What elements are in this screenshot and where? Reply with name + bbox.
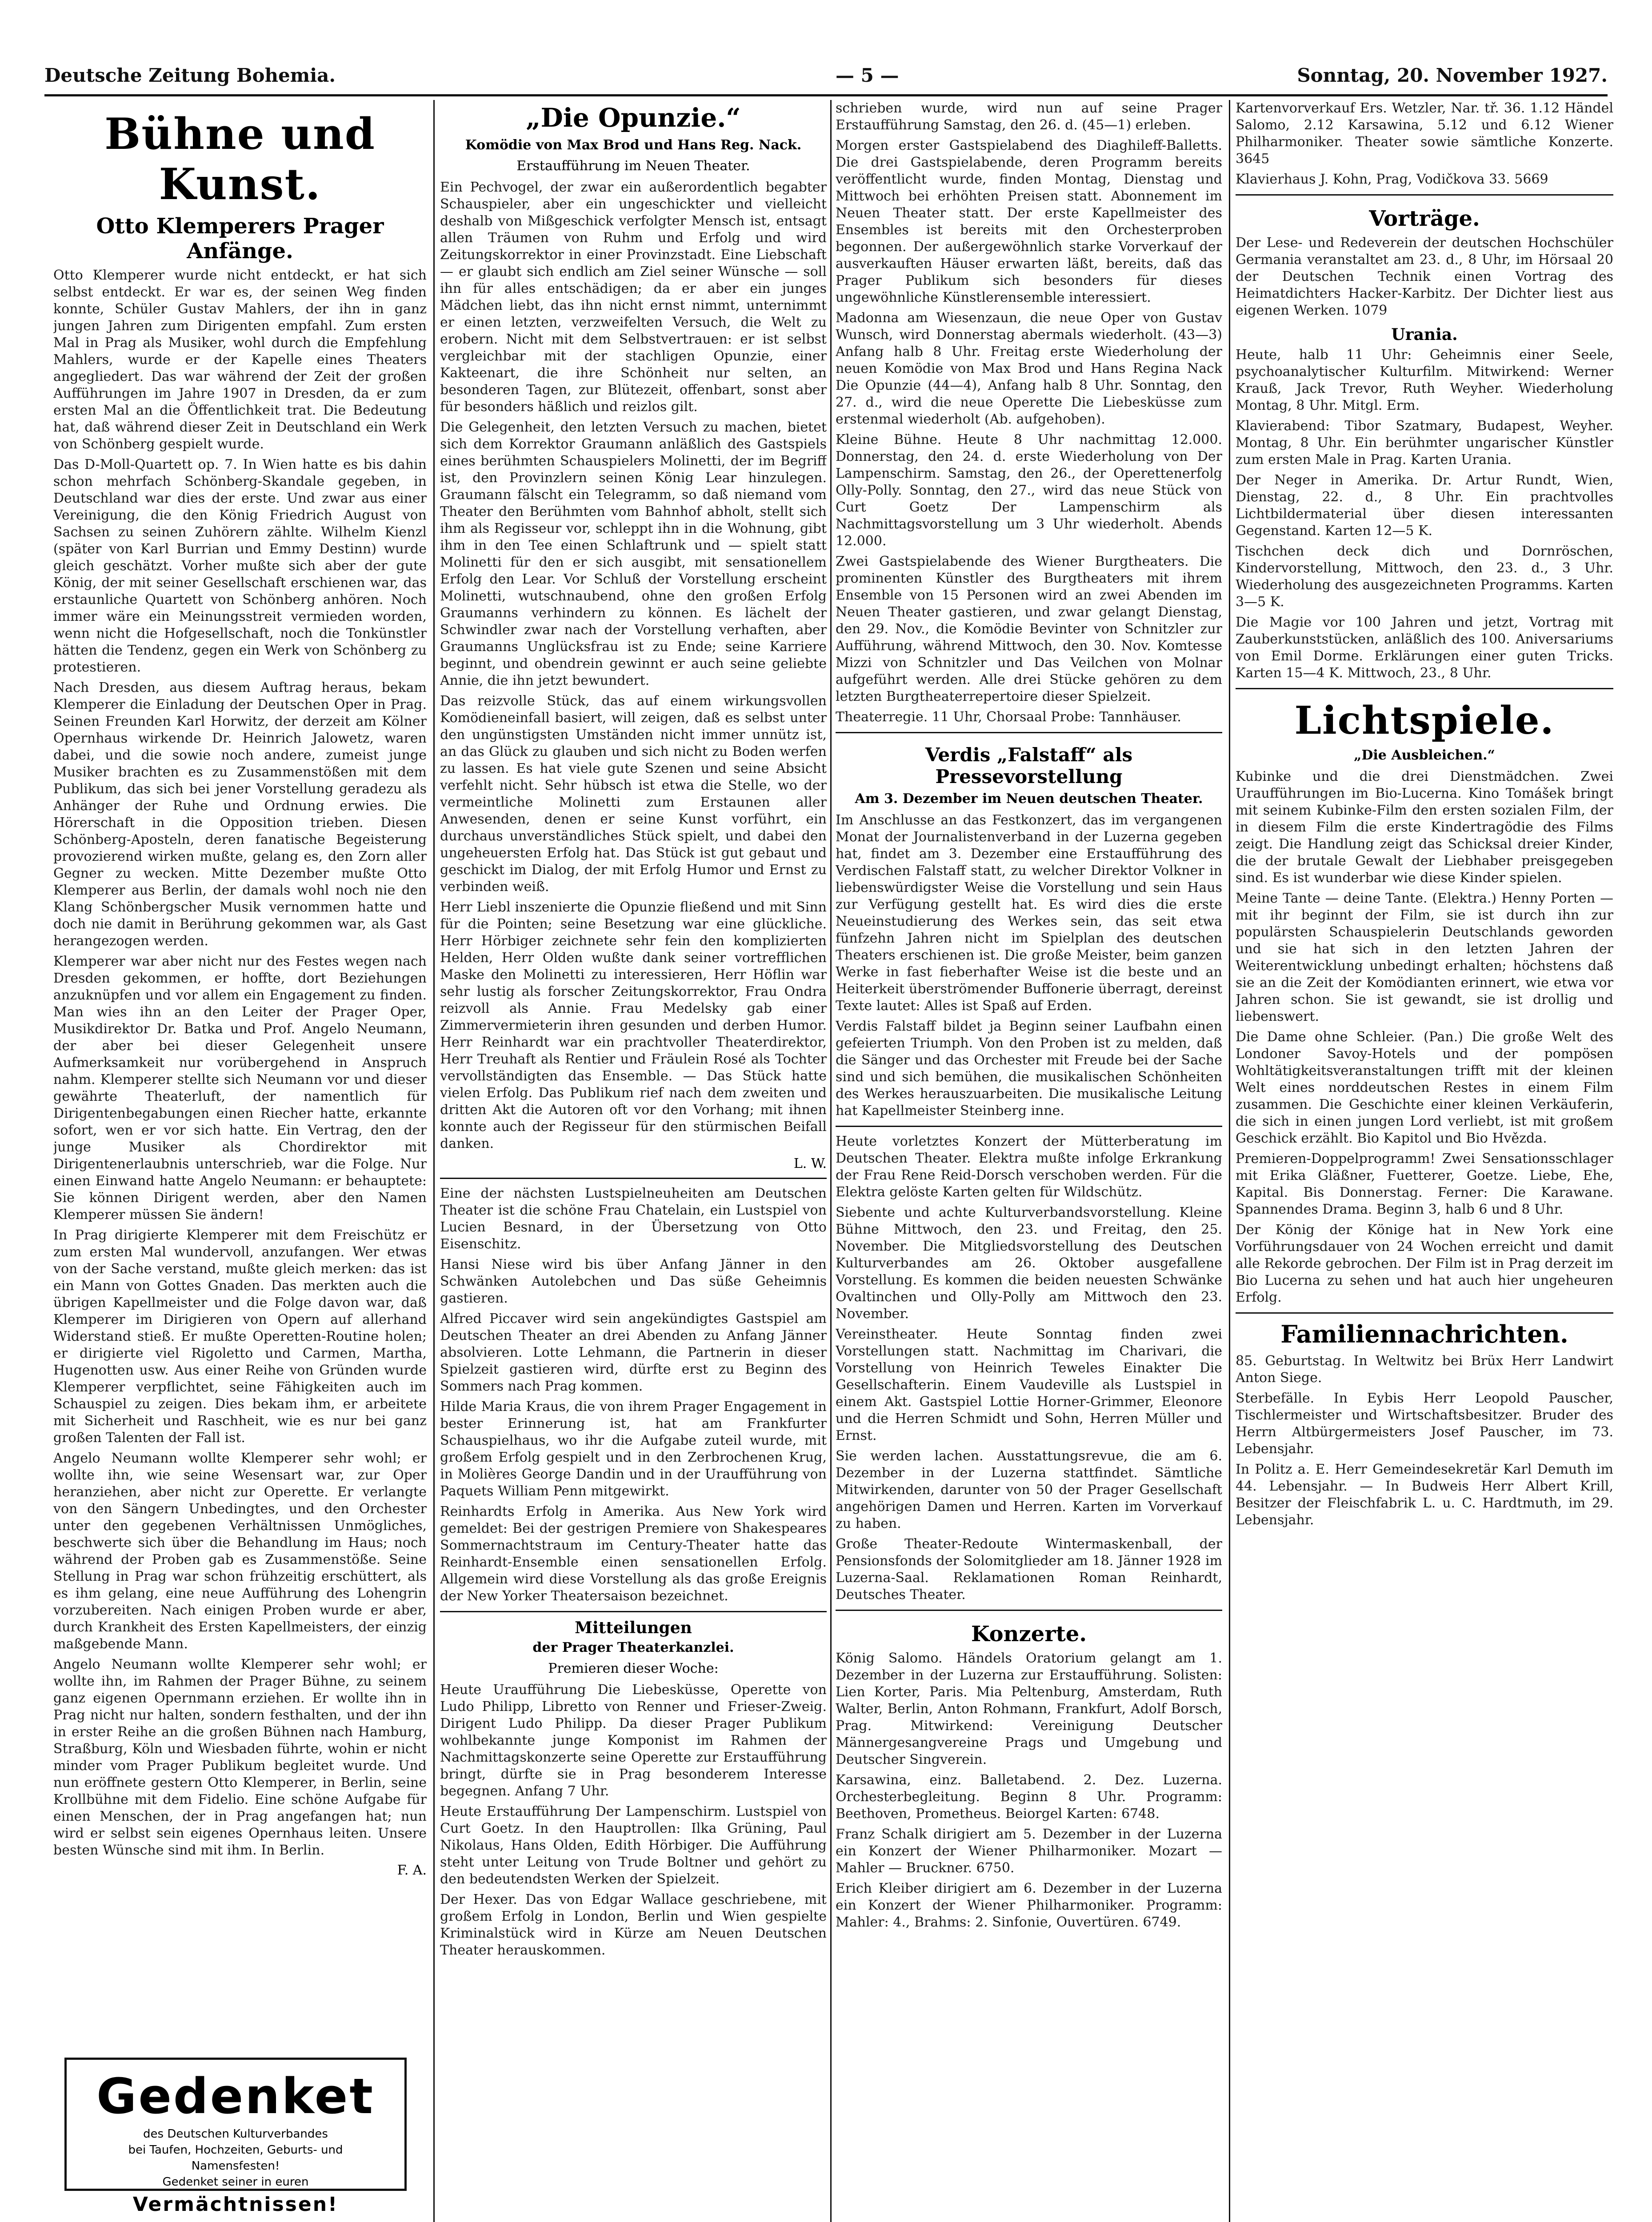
section-subtitle: der Prager Theaterkanzlei.	[532, 1640, 734, 1655]
notice-paragraph: Morgen erster Gastspielabend des Diaghileff-Balletts. Die drei Gastspielabende, deren Programm bereits veröffentlicht wurde, finden Montag, Dienstag und Mittwoch bei erhöhten Preisen statt. Abonnement im Neuen Theater statt. Der erste Kapellmeister des Ensembles ist bereits mit den Orchesterproben begonnen. Der außergewöhnlich starke Vorverkauf der ausverkauften Häuser erwarten läßt, bereits, daß das Prager Publikum sich besonders für dieses ungewöhnliche Künstlerensemble interessiert.	[836, 138, 1222, 305]
notice-paragraph: Heute Erstaufführung Der Lampenschirm. Lustspiel von Curt Goetz. In den Hauptrollen: Ilka Grüning, Paul Nikolaus, Hans Olden, Edith Hörbiger. Die Aufführung steht unter Leitung von Trude Boltner und gehört zu den bedeutendsten Werken der Spielzeit.	[440, 1804, 827, 1887]
concert-item: König Salomo. Händels Oratorium gelangt am 1. Dezember in der Luzerna zur Erstaufführung. Solisten: Lien Korter, Paris. Mia Peltenburg, Amsterdam, Ruth Walter, Berlin, Anton Rohmann, Frankfurt, Adolf Borsch, Prag. Mitwirkend: Vereinigung Deutscher Männergesangvereine Prags und Umgebung und Deutscher Singverein.	[836, 1651, 1222, 1767]
section-title-vortraege: Vorträge.	[1369, 206, 1480, 231]
divider	[1236, 688, 1613, 689]
urania-item: Die Magie vor 100 Jahren und jetzt, Vortrag mit Zauberkunststücken, anläßlich des 100. Aniversariums von Emil Dorme. Erklärungen einer guten Tricks. Karten 15—4 K. Mittwoch, 23., 8 Uhr.	[1236, 615, 1613, 681]
urania-item: Klavierabend: Tibor Szatmary, Budapest, Weyher. Montag, 8 Uhr. Ein berühmter ungarischer Künstler zum ersten Male in Prag. Karten Urania.	[1236, 418, 1613, 468]
article-paragraph: Klemperer war aber nicht nur des Festes wegen nach Dresden gekommen, er hoffte, dort Beziehungen anzuknüpfen und vor allem ein Engagement zu finden. Man wies ihn an den Leiter der Prager Oper, Musikdirektor Dr. Batka und Prof. Angelo Neumann, der aber bei dieser Gelegenheit unsere Aufmerksamkeit nur vorübergehend in Anspruch nahm. Klemperer stellte sich Neumann vor und dieser gewährte Theaterluft, der namentlich für Dirigentenbegabungen einen Riecher hatte, erkannte sofort, wen er vor sich hatte. Ein Vertrag, den der junge Musiker als Chordirektor mit Dirigentenerlaubnis unterschrieb, war die Folge. Nur einen Einwand hatte Angelo Neumann: er behauptete: Sie können Dirigent werden, aber den Namen Klemperer müssen Sie ändern!	[53, 954, 427, 1223]
lecture-item: Der Lese- und Redeverein der deutschen Hochschüler Germania veranstaltet am 23. d., 8 Uhr, im Hörsaal 20 der Deutschen Technik einen Vortrag des Heimatdichters Hacker-Karbitz. Der Dichter liest aus eigenen Werken. 1079	[1236, 235, 1613, 318]
film-item: Die Dame ohne Schleier. (Pan.) Die große Welt des Londoner Savoy-Hotels und der pompösen Wohltätigkeitsveranstaltungen trifft mit der kleinen Welt eines norddeutschen Restes in einem Film zusammen. Die Geschichte einer kleinen Verkäuferin, die sich in einen jungen Lord verliebt, ist mit großem Geschick erzählt. Bio Kapitol und Bio Hvězda.	[1236, 1029, 1613, 1146]
notice-paragraph: Theaterregie. 11 Uhr, Chorsaal Probe: Tannhäuser.	[836, 709, 1181, 725]
column-rule-2	[830, 100, 832, 2222]
review-title-opunzie: „Die Opunzie.“	[526, 103, 741, 133]
notice-paragraph: Große Theater-Redoute Wintermaskenball, der Pensionsfonds der Solomitglieder am 18. Jänner 1928 im Luzerna-Saal. Reklamationen Roman Reinhardt, Deutsches Theater.	[836, 1536, 1222, 1603]
masthead	[44, 64, 1608, 91]
column-2	[440, 100, 827, 2222]
divider	[836, 732, 1222, 733]
review-subtitle-2: Erstaufführung im Neuen Theater.	[516, 158, 750, 174]
divider	[836, 1126, 1222, 1127]
notice-paragraph: Heute vorletztes Konzert der Mütterberatung im Deutschen Theater. Elektra mußte infolge Erkrankung der Frau Rene Reid-Dorsch verschoben werden. Für die Elektra gelöste Karten gelten für Wildschütz.	[836, 1134, 1222, 1200]
section-title-konzerte: Konzerte.	[971, 1622, 1087, 1647]
article-paragraph: In Prag dirigierte Klemperer mit dem Freischütz er zum ersten Mal wundervoll, anzufangen. Wer etwas von der Sache verstand, mußte gleich merken: das ist ein Mann von Gottes Gnaden. Das merkten auch die übrigen Kapellmeister und die Folge davon war, daß Klemperer im Dirigieren von Opern auf allerhand Widerstand stieß. Er mußte Operetten-Routine holen; er dirigierte viel Rigoletto und Carmen, Martha, Hugenotten usw. Aus einer Reihe von Gründen wurde Klemperer verpflichtet, seine Fähigkeiten auch im Schauspiel zu zeigen. Dies bekam ihm, er arbeitete mit Sicherheit und Raschheit, wie es nur bei ganz großen Talenten der Fall ist.	[53, 1227, 427, 1446]
article-paragraph: Nach Dresden, aus diesem Auftrag heraus, bekam Klemperer die Einladung der Deutschen Oper in Prag. Seinen Freunden Karl Horwitz, der derzeit am Kölner Opernhaus wirkende Dr. Heinrich Jalowetz, waren dabei, und die sowie noch andere, zumeist junge Musiker brachten es zu Zusammenstößen mit dem Publikum, das sich bei jener Vorstellung geradezu als Anhänger der Ruhe und Ordnung erwies. Die Hörerschaft in die Opposition trieben. Diesen Schönberg-Aposteln, deren fanatische Begeisterung provozierend wirken mußte, gelang es, den Zorn aller Gegner zu wecken. Mitte Dezember mußte Otto Klemperer aus Berlin, der damals wohl noch nie den Klang Schönbergscher Musik vernommen hatte und doch nie damit in Berührung gekommen war, als Gast herangezogen werden.	[53, 680, 427, 949]
ad-line: Gedenket seiner in euren	[162, 2175, 309, 2189]
news-item: Eine der nächsten Lustspielneuheiten am Deutschen Theater ist die schöne Frau Chatelain, ein Lustspiel von Lucien Besnard, in der Übersetzung von Otto Eisenschitz.	[440, 1186, 827, 1252]
news-item: Alfred Piccaver wird sein angekündigtes Gastspiel am Deutschen Theater an drei Abenden zu Anfang Jänner absolvieren. Lotte Lehmann, die Partnerin in dieser Spielzeit gastieren wird, dürfte erst zu Beginn des Sommers nach Prag kommen.	[440, 1311, 827, 1394]
article-paragraph: Im Anschlusse an das Festkonzert, das im vergangenen Monat der Journalistenverband in der Luzerna gegeben hat, findet am 3. Dezember eine Erstaufführung des Verdischen Falstaff statt, zu welcher Direktor Volkner in liebenswürdigster Weise die Vorstellung und sein Haus zur Verfügung gestellt hat. Es wird dies die erste Neueinstudierung des Werkes sein, das seit etwa fünfzehn Jahren nicht im Spielplan des deutschen Theaters erschienen ist. Die große Meister, beim ganzen Werke in fast fieberhafter Weise ist die beste und an Heiterkeit überströmender Buffonerie überragt, dereinst Texte lautet: Alles ist Spaß auf Erden.	[836, 812, 1222, 1014]
divider	[836, 1610, 1222, 1611]
urania-item: Heute, halb 11 Uhr: Geheimnis einer Seele, psychoanalytischer Kulturfilm. Mitwirkend: Werner Krauß, Jack Trevor, Ruth Weyher. Wiederholung Montag, 8 Uhr. Mitgl. Erm.	[1236, 347, 1613, 413]
notice-paragraph: Kleine Bühne. Heute 8 Uhr nachmittag 12.000. Donnerstag, den 24. d. erste Wiederholung von Der Lampenschirm. Samstag, den 26., der Operettenerfolg Olly-Polly. Sonntag, den 27., wird das neue Stück von Curt Goetz Der Lampenschirm als Nachmittagsvorstellung um 3 Uhr wiederholt. Abends 12.000.	[836, 432, 1222, 549]
review-subtitle: Komödie von Max Brod und Hans Reg. Nack.	[465, 137, 802, 153]
concert-item: Karsawina, einz. Balletabend. 2. Dez. Luzerna. Orchesterbegleitung. Beginn 8 Uhr. Programm: Beethoven, Prometheus. Beiorgel Karten: 6748.	[836, 1772, 1222, 1822]
news-item: Reinhardts Erfolg in Amerika. Aus New York wird gemeldet: Bei der gestrigen Premiere von Shakespeares Sommernachtstraum im Century-Theater hatte das Reinhardt-Ensemble einen sensationellen Erfolg. Allgemein wird diese Vorstellung als das große Ereignis der New Yorker Theatersaison bezeichnet.	[440, 1504, 827, 1604]
urania-item: Tischchen deck dich und Dornröschen, Kindervorstellung, Mittwoch, den 23. d., 3 Uhr. Wiederholung des ausgezeichneten Programms. Karten 3—5 K.	[1236, 544, 1613, 610]
family-item: In Politz a. E. Herr Gemeindesekretär Karl Demuth im 44. Lebensjahr. — In Budweis Herr Albert Krill, Besitzer der Fleischfabrik L. u. C. Hardtmuth, im 29. Lebensjahr.	[1236, 1462, 1613, 1528]
notice-paragraph: Zwei Gastspielabende des Wiener Burgtheaters. Die prominenten Künstler des Burgtheaters mit ihrem Ensemble von 15 Personen wird an zwei Abenden im Neuen Theater gastieren, und zwar gelangt Dienstag, den 29. Nov., die Komödie Bevinter von Schnitzler zur Aufführung, während Mittwoch, den 30. Nov. Komtesse Mizzi von Schnitzler und Das Veilchen von Molnar aufgeführt werden. Alle drei Stücke gehören zu dem letzten Burgtheaterrepertoire dieser Spielzeit.	[836, 554, 1222, 704]
concert-item: Franz Schalk dirigiert am 5. Dezember in der Luzerna ein Konzert der Wiener Philharmoniker. Mozart — Mahler — Bruckner. 6750.	[836, 1826, 1222, 1876]
divider	[1236, 194, 1613, 196]
urania-item: Der Neger in Amerika. Dr. Artur Rundt, Wien, Dienstag, 22. d., 8 Uhr. Ein prachtvolles Lichtbildermaterial über diesen interessanten Gegenstand. Karten 12—5 K.	[1236, 472, 1613, 539]
notice-paragraph: Kartenvorverkauf Ers. Wetzler, Nar. tř. 36. 1.12 Händel Salomo, 2.12 Karsawina, 5.12 und 6.12 Wiener Philharmoniker. Theater sowie sämtliche Konzerte. 3645	[1236, 100, 1613, 167]
notice-paragraph: schrieben wurde, wird nun auf seine Prager Erstaufführung Samstag, den 26. d. (45—1) erleben.	[836, 100, 1222, 133]
review-signature: L. W.	[793, 1156, 827, 1171]
divider	[1236, 1312, 1613, 1314]
ad-closing: Vermächtnissen!	[132, 2193, 339, 2216]
section-title-lichtspiele: Lichtspiele.	[1294, 698, 1555, 743]
notice-paragraph: Madonna am Wiesenzaun, die neue Oper von Gustav Wunsch, wird Donnerstag abermals wiederholt. (43—3) Anfang halb 8 Uhr. Freitag erste Wiederholung der neuen Komödie von Max Brod und Hans Regina Nack Die Opunzie (44—4), Anfang halb 8 Uhr. Sonntag, den 27. d., wird die neue Operette Die Liebesküsse zum erstenmal wiederholt (Ab. aufgehoben).	[836, 310, 1222, 427]
film-item: Kubinke und die drei Dienstmädchen. Zwei Uraufführungen im Bio-Lucerna. Kino Tomášek bringt mit seinem Kubinke-Film den ersten sozialen Film, der in diesem Film die erste Kindertragödie des Films zeigt. Die Handlung zeigt das Schicksal dreier Kinder, die der brutale Gewalt der Liebhaber preisgegeben sind. Es ist wunderbar wie diese Kinder spielen.	[1236, 769, 1613, 886]
family-item: 85. Geburtstag. In Weltwitz bei Brüx Herr Landwirt Anton Siege.	[1236, 1353, 1613, 1386]
concert-item: Erich Kleiber dirigiert am 6. Dezember in der Luzerna ein Konzert der Wiener Philharmoniker. Programm: Mahler: 4., Brahms: 2. Sinfonie, Ouvertüren. 6749.	[836, 1881, 1222, 1930]
column-1	[53, 100, 427, 2046]
section-title-mitteilungen: Mitteilungen	[575, 1619, 692, 1637]
notice-paragraph: Heute Uraufführung Die Liebesküsse, Operette von Ludo Philipp, Libretto von Renner und Frieser-Zweig. Dirigent Ludo Philipp. Da dieser Prager Publikum wohlbekannte junge Komponist im Rahmen der Nachmittagskonzerte seine Operette zur Erstaufführung bringt, dürfte sie in Prag besonderem Interesse begegnen. Anfang 7 Uhr.	[440, 1682, 827, 1799]
section-title-urania: Urania.	[1391, 325, 1458, 344]
article-paragraph: Verdis Falstaff bildet ja Beginn seiner Laufbahn einen gefeierten Triumph. Von den Proben ist zu melden, daß die Sänger und das Orchester mit Freude bei der Sache sind und sich bemühen, die musikalischen Schönheiten des Werkes herauszuarbeiten. Die musikalische Leitung hat Kapellmeister Steinberg inne.	[836, 1019, 1222, 1119]
section-subtitle: „Die Ausbleichen.“	[1354, 747, 1495, 763]
article-signature: F. A.	[397, 1862, 427, 1878]
notice-paragraph: Klavierhaus J. Kohn, Prag, Vodičkova 33. 5669	[1236, 172, 1548, 187]
review-paragraph: Ein Pechvogel, der zwar ein außerordentlich begabter Schauspieler, aber ein ungeschickter und vielleicht deshalb von Mißgeschick verfolgter Mensch ist, entsagt allen Träumen von Ruhm und Erfolg und wird Zeitungskorrektor in einer Provinzstadt. Eine Liebschaft — er glaubt sich endlich am Ziel seiner Wünsche — soll ihn für alles entschädigen; da er aber ein junges Mädchen liebt, das ihn nicht ernst nimmt, unternimmt er einen letzten, verzweifelten Versuch, die Welt zu erobern. Nicht mit dem Selbstvertrauen: er ist selbst vergleichbar mit der stachligen Opunzie, einer Kakteenart, die ihre Schönheit nur selten, an besonderen Tagen, zur Blütezeit, offenbart, sonst aber für besonders häßlich und reizlos gilt.	[440, 180, 827, 415]
film-item: Der König der Könige hat in New York eine Vorführungsdauer von 24 Wochen erreicht und damit alle Rekorde gebrochen. Der Film ist in Prag derzeit im Bio Lucerna zu sehen und hat auch hier ungeheuren Erfolg.	[1236, 1222, 1613, 1305]
notice-paragraph: Der Hexer. Das von Edgar Wallace geschriebene, mit großem Erfolg in London, Berlin und Wien gespielte Kriminalstück wird in Kürze am Neuen Deutschen Theater herauskommen.	[440, 1892, 827, 1958]
film-item: Premieren-Doppelprogramm! Zwei Sensationsschlager mit Erika Gläßner, Fuetterer, Goetze. Liebe, Ehe, Kapital. Bis Donnerstag. Ferner: Die Karawane. Spannendes Drama. Beginn 3, halb 6 und 8 Uhr.	[1236, 1151, 1613, 1217]
section-subtitle: Am 3. Dezember im Neuen deutschen Theater.	[855, 791, 1203, 807]
article-paragraph: Angelo Neumann wollte Klemperer sehr wohl; er wollte ihn, wie seine Wesensart war, zur Oper heranziehen, aber nicht zur Operette. Er verlangte von den Sängern Unbedingtes, und den Orchester unter den gegebenen Verhältnissen Unmögliches, beschwerte sich über die Behandlung im Haus; noch während der Proben gab es Zusammenstöße. Seine Stellung in Prag war schon frühzeitig erschüttert, als es ihm gelang, eine neue Aufführung des Lohengrin vorzubereiten. Nach einigen Proben wurde er aber, durch Krankheit des Ersten Kapellmeisters, der einzig maßgebende Mann.	[53, 1451, 427, 1652]
article-paragraph: Otto Klemperer wurde nicht entdeckt, er hat sich selbst entdeckt. Er war es, der seinen Weg finden konnte, Schüler Gustav Mahlers, der ihn in ganz jungen Jahren zum Dirigenten empfahl. Zum ersten Mal in Prag als Musiker, wohl durch die Empfehlung Mahlers, wurde er der Kapelle eines Theaters angegliedert. Das war während der Zeit der großen Aufführungen im Jahre 1907 in Dresden, da er zum ersten Mal an die Öffentlichkeit trat. Die Bedeutung hat, daß während dieser Zeit in Deutschland ein Werk von Schönberg gespielt wurde.	[53, 268, 427, 452]
article-paragraph: Das D-Moll-Quartett op. 7. In Wien hatte es bis dahin schon mehrfach Schönberg-Skandale gegeben, in Deutschland war dies der erste. Und zwar aus einer Vereinigung, die den König Friedrich August von Sachsen zu seinen Zuhörern zählte. Wilhelm Kienzl (später von Karl Burrian und Emmy Destinn) wurde gleich geschätzt. Vorher mußte sich aber der gute König, der mit seiner Gesellschaft erschienen war, das erstaunliche Quartett von Schönberg anhören. Noch immer wäre ein Meinungsstreit vermieden worden, wenn nicht die Hofgesellschaft, noch die Tonkünstler hätten die Tendenz, gegen ein Werk von Schönberg zu protestieren.	[53, 457, 427, 675]
article-title-klemperer: Otto Klemperers Prager Anfänge.	[96, 214, 384, 264]
news-item: Hansi Niese wird bis über Anfang Jänner in den Schwänken Autolebchen und Das süße Geheimnis gastieren.	[440, 1257, 827, 1306]
review-paragraph: Herr Liebl inszenierte die Opunzie fließend und mit Sinn für die Pointen; seine Besetzung war eine glückliche. Herr Hörbiger zeichnete sehr fein den komplizierten Helden, Herr Olden wußte dank seiner vortrefflichen Maske den Molinetti zu interessieren, Herr Höflin war sehr lustig als forscher Zeitungskorrektor, Frau Ondra reizvoll als Annie. Frau Medelsky gab einer Zimmervermieterin ihren gesunden und derben Humor. Herr Reinhardt war ein prachtvoller Theaterdirektor, Herr Treuhaft als Rentier und Fräulein Rosé als Tochter vervollständigten das Ensemble. — Das Stück hatte vielen Erfolg. Das Publikum rief nach dem zweiten und dritten Akt die Autoren oft vor den Vorhang; mit ihnen konnte auch der Regisseur für den stürmischen Beifall danken.	[440, 899, 827, 1151]
notice-paragraph: Siebente und achte Kulturverbandsvorstellung. Kleine Bühne Mittwoch, den 23. und Freitag, den 25. November. Die Mitgliedsvorstellung des Deutschen Kulturverbandes am 26. Oktober ausgefallene Vorstellung. Es kommen die beiden neuesten Schwänke Ovaltinchen und Olly-Polly am Mittwoch den 23. November.	[836, 1205, 1222, 1322]
section-title-falstaff: Verdis „Falstaff“ als Pressevorstellung	[925, 744, 1133, 787]
ad-line: Namensfesten!	[191, 2159, 280, 2173]
masthead-rule	[44, 94, 1608, 96]
ad-title: Gedenket	[96, 2068, 375, 2125]
newspaper-name: Deutsche Zeitung Bohemia.	[44, 64, 336, 86]
notice-paragraph: Vereinstheater. Heute Sonntag finden zwei Vorstellungen statt. Nachmittag im Charivari, die Vorstellung von Heinrich Teweles Einakter Die Gesellschafterin. Einem Vaudeville als Lustspiel in einem Akt. Gastspiel Lottie Horner-Grimmer, Eleonore und die Herren Schmidt und Sohn, Herren Müller und Ernst.	[836, 1327, 1222, 1443]
page-number: — 5 —	[836, 64, 899, 86]
news-item: Hilde Maria Kraus, die von ihrem Prager Engagement in bester Erinnerung ist, hat am Frankfurter Schauspielhaus, wo ihr die Aufgabe zuteil wurde, mit großem Erfolg gespielt und in den Zerbrochenen Krug, in Molières George Dandin und in der Uraufführung von Paquets William Penn mitgewirkt.	[440, 1399, 827, 1499]
divider	[440, 1611, 827, 1612]
notice-paragraph: Sie werden lachen. Ausstattungsrevue, die am 6. Dezember in der Luzerna stattfindet. Sämtliche Mitwirkenden, darunter von 50 der Prager Gesellschaft angehörigen Damen und Herren. Karten im Vorverkauf zu haben.	[836, 1448, 1222, 1531]
issue-date: Sonntag, 20. November 1927.	[1297, 64, 1608, 86]
column-rule-3	[1229, 100, 1230, 2222]
family-item: Sterbefälle. In Eybis Herr Leopold Pauscher, Tischlermeister und Wirtschaftsbesitzer. Bruder des Herrn Altbürgermeisters Josef Pauscher, im 73. Lebensjahr.	[1236, 1391, 1613, 1457]
review-paragraph: Das reizvolle Stück, das auf einem wirkungsvollen Komödieneinfall basiert, will zeigen, daß es selbst unter den ungünstigsten Umständen nicht immer unnütz ist, an das Glück zu glauben und sich nicht zu Boden werfen zu lassen. Es hat viele gute Szenen und seine Absicht verfehlt nicht. Sehr hübsch ist etwa die Stelle, wo der vermeintliche Molinetti zum Erstaunen aller Anwesenden, denen er seine Kunst vorführt, ein durchaus unverständliches Stück spielt, und dabei den ungeheuersten Erfolg hat. Das Stück ist gut gebaut und geschickt im Dialog, der mit Erfolg Humor und Ernst zu verbinden weiß.	[440, 693, 827, 895]
article-paragraph: Angelo Neumann wollte Klemperer sehr wohl; er wollte ihn, im Rahmen der Prager Bühne, zu seinem ganz eigenen Opernmann erziehen. Er wollte ihn in Prag nicht nur halten, sondern festhalten, und der ihn in erster Reihe an die großen Bühnen nach Hamburg, Straßburg, Köln und Wiesbaden führte, wohin er nicht minder vom Prager Publikum begleitet wurde. Und nun eröffnete gestern Otto Klemperer, in Berlin, seine Krollbühne mit dem Fidelio. Eine schöne Aufgabe für einen Menschen, der in Prag angefangen hat; nun wird er selbst sein eigenes Opernhaus leiten. Unsere besten Wünsche sind mit ihm. In Berlin.	[53, 1657, 427, 1858]
film-item: Meine Tante — deine Tante. (Elektra.) Henny Porten — mit ihr beginnt der Film, sie ist durch ihn zur populärsten Schauspielerin Deutschlands geworden und sie hat sich in den letzten Jahren der Weiterentwicklung unbedingt erhalten; höchstens daß sie an die Zeit der Komödianten erinnert, wie etwa vor Jahren schon. Sie ist gewandt, sie ist drollig und liebenswert.	[1236, 891, 1613, 1024]
section-title-buehne: Bühne und Kunst.	[104, 109, 376, 209]
column-rule-1	[433, 100, 435, 2222]
column-4	[1236, 100, 1613, 2222]
kulturverband-advertisement	[64, 2058, 407, 2216]
section-subtitle-2: Premieren dieser Woche:	[548, 1661, 719, 1676]
divider	[440, 1178, 827, 1179]
review-paragraph: Die Gelegenheit, den letzten Versuch zu machen, bietet sich dem Korrektor Graumann anläßlich des Gastspiels eines berühmten Schauspielers Molinetti, der im Begriff ist, den Provinzlern seinen König Lear hinzulegen. Graumann fälscht ein Telegramm, so daß niemand vom Theater den Berühmten vom Bahnhof abholt, stellt sich ihm als Regisseur vor, schleppt ihn in die Wohnung, gibt ihm in den Tee einen Schlaftrunk und — spielt statt Molinetti für den er sich ausgibt, mit sensationellem Erfolg den Lear. Vor Schluß der Vorstellung erscheint Molinetti, wutschnaubend, ohne den großen Erfolg Graumanns verhindern zu können. Es lächelt der Schwindler zwar nach der Vorstellung verhaften, aber Graumanns Unglücksfrau ist zu Ende; seine Karriere beginnt, und obendrein gewinnt er auch seine geliebte Annie, die ihn jetzt bewundert.	[440, 420, 827, 688]
ad-line: des Deutschen Kulturverbandes	[143, 2127, 328, 2141]
ad-line: bei Taufen, Hochzeiten, Geburts- und	[128, 2143, 343, 2157]
column-3	[836, 100, 1222, 2222]
section-title-familiennachrichten: Familiennachrichten.	[1280, 1320, 1568, 1348]
